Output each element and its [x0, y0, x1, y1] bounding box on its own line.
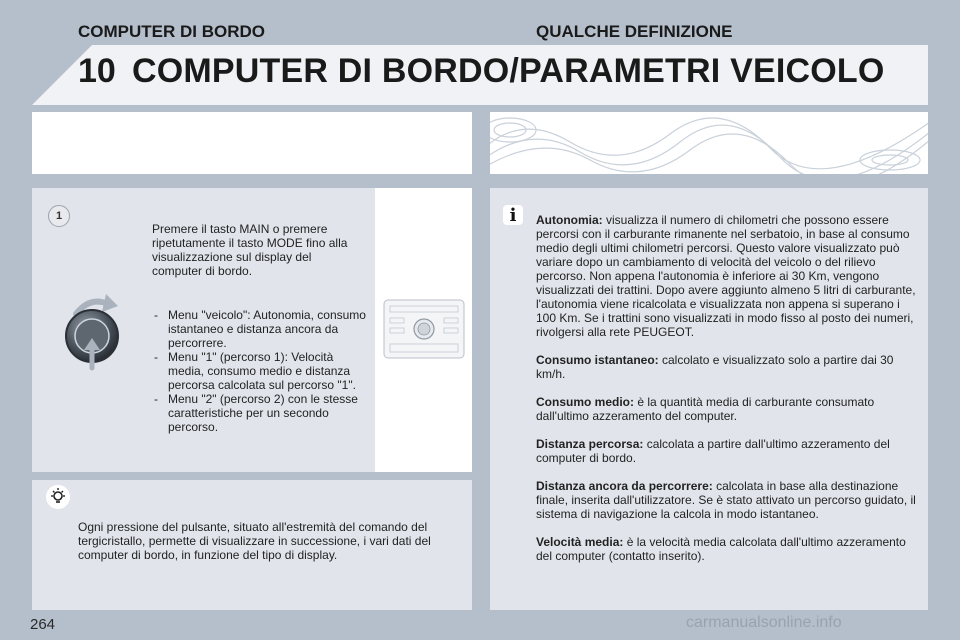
topographic-pattern	[490, 112, 928, 174]
menu-item-trip-1: - Menu "1" (percorso 1): Velocità media, consumo medio e distanza percorsa calcolata sul percorso "1".	[152, 350, 367, 392]
definition-text: calcolata a partire dall'ultimo azzeramento del computer di bordo.	[536, 437, 890, 465]
definitions-list	[536, 213, 916, 577]
page-title: COMPUTER DI BORDO/PARAMETRI VEICOLO	[132, 52, 885, 90]
chapter-number: 10	[78, 52, 116, 90]
definition-item	[536, 395, 916, 423]
menu-item-vehicle: - Menu "veicolo": Autonomia, consumo istantaneo e distanza ancora da percorrere.	[152, 308, 367, 350]
menu-item-trip-2: - Menu "2" (percorso 2) con le stesse caratteristiche per un secondo percorso.	[152, 392, 367, 434]
definition-item	[536, 213, 916, 339]
right-section-header	[490, 112, 928, 174]
watermark: carmanualsonline.info	[686, 614, 842, 631]
definition-term: Consumo medio:	[536, 395, 634, 409]
definition-item	[536, 353, 916, 381]
definition-text: è la velocità media calcolata dall'ultimo azzeramento del computer (contatto inserito).	[536, 535, 906, 563]
radio-unit-icon	[382, 298, 466, 360]
definition-term: Distanza ancora da percorrere:	[536, 479, 713, 493]
right-section-title: QUALCHE DEFINIZIONE	[536, 22, 733, 41]
definition-term: Distanza percorsa:	[536, 437, 644, 451]
step-number-badge: 1	[48, 205, 70, 227]
definition-text: visualizza il numero di chilometri che possono essere percorsi con il carburante rimanente nel serbatoio, in base al consumo medio degli ultimi chilometri percorsi. Questo valore visualizzato può variare dopo un cambiamento di velocità del veicolo o del rilievo percorso. Non appena l'autonomia è inferiore ai 30 Km, vengono visualizzati dei trattini. Dopo avere aggiunto almeno 5 litri di carburante, l'autonomia viene ricalcolata e visualizzata non appena si superano i 100 Km. Se i trattini sono visualizzati in modo fisso al posto dei numeri, rivolgersi alla rete PEUGEOT.	[536, 213, 916, 339]
left-section-header	[32, 112, 472, 174]
tip-text: Ogni pressione del pulsante, situato all'estremità del comando del tergicristallo, permette di visualizzare in successione, i vari dati del computer di bordo, in funzione del tipo di display.	[78, 520, 431, 562]
left-section-title: COMPUTER DI BORDO	[78, 22, 265, 41]
page-number: 264	[30, 616, 56, 633]
definition-item	[536, 437, 916, 465]
definition-term: Autonomia:	[536, 213, 603, 227]
definition-text: calcolata in base alla destinazione finale, inserita dall'utilizzatore. Se è stato attivato un percorso guidato, il sistema di navigazione la calcola in modo istantaneo.	[536, 479, 916, 521]
definition-item	[536, 535, 916, 563]
rotary-knob-icon	[62, 292, 130, 372]
tip-badge	[46, 485, 70, 509]
info-icon: i	[503, 205, 523, 225]
definition-text: è la quantità media di carburante consumato dall'ultimo azzeramento del computer.	[536, 395, 875, 423]
definition-term: Velocità media:	[536, 535, 624, 549]
definition-term: Consumo istantaneo:	[536, 353, 659, 367]
menu-list	[152, 308, 367, 434]
definition-text: calcolato e visualizzato solo a partire dai 30 km/h.	[536, 353, 894, 381]
definition-item	[536, 479, 916, 521]
light-bulb-icon	[46, 485, 70, 509]
intro-text: Premere il tasto MAIN o premere ripetutamente il tasto MODE fino alla visualizzazione sul display del computer di bordo.	[152, 222, 348, 278]
